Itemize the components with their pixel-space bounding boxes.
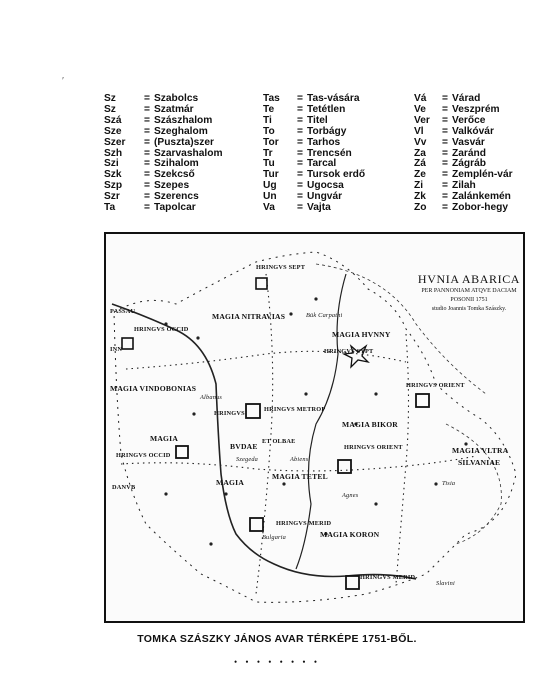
label-budae: BVDAE [230, 442, 258, 451]
label-abiens: Abiens [290, 456, 309, 463]
legend-place-name: Ungvár [307, 191, 343, 203]
legend-equals: = [144, 136, 150, 148]
legend-place-name: Tapolcar [154, 202, 196, 214]
legend-place-name: Tas-vására [307, 93, 360, 104]
label-magia-vindobonias: MAGIA VINDOBONIAS [110, 384, 197, 393]
legend-place-name: Valkóvár [452, 125, 494, 137]
legend-equals: = [442, 114, 448, 126]
legend-entry [414, 138, 513, 149]
label-slavini: Slavini [436, 580, 455, 587]
legend-place-name: Szekcső [154, 169, 195, 181]
legend-abbreviation: Sz [104, 103, 116, 115]
legend-abbreviation: Sze [104, 125, 122, 137]
legend-equals: = [297, 136, 303, 148]
legend-abbreviation: Ze [414, 169, 426, 181]
legend-abbreviation: Szi [104, 158, 119, 170]
legend-equals: = [442, 202, 448, 214]
legend-column-1 [104, 94, 223, 214]
scan-mark: ′ [62, 76, 65, 87]
label-magia-left: MAGIA [216, 478, 244, 487]
hring-fort-occid-left [176, 446, 188, 458]
map-author: studio Joannis Tomka Szászky. [431, 306, 507, 312]
hring-fort-occid-top [122, 338, 133, 349]
hring-fort-orient-mid [338, 460, 351, 473]
legend-entry [104, 127, 223, 138]
label-hringus-merid-bottom: HRINGVS MERID [360, 574, 416, 581]
legend-equals: = [442, 136, 448, 148]
legend-equals: = [144, 191, 150, 203]
legend-equals: = [297, 103, 303, 115]
label-hringus-metrop: HRINGVS METROP [264, 406, 326, 413]
legend-abbreviation: Vá [414, 93, 427, 104]
legend-equals: = [442, 169, 448, 181]
hring-line-4 [396, 334, 409, 584]
legend-equals: = [297, 114, 303, 126]
legend-entry [104, 203, 223, 214]
legend-place-name: Zobor-hegy [452, 202, 509, 214]
legend-abbreviation: Tur [263, 169, 279, 181]
label-bulgaria: Bulgaria [262, 534, 286, 541]
legend-place-name: Tursok erdő [307, 169, 366, 181]
legend-entry [104, 138, 223, 149]
hring-fort-merid [250, 518, 263, 531]
settlement-dots [164, 297, 467, 545]
hring-line-3 [256, 274, 273, 594]
legend-equals: = [297, 202, 303, 214]
legend-place-name: Ugocsa [307, 180, 344, 192]
legend-equals: = [144, 169, 150, 181]
legend-equals: = [144, 114, 150, 126]
legend-abbreviation: To [263, 125, 275, 137]
label-hringus-sypt: HRINGVS SYPT [324, 348, 374, 355]
legend-entry [263, 127, 365, 138]
legend-abbreviation: Szp [104, 180, 123, 192]
legend-equals: = [144, 125, 150, 137]
legend-place-name: Szihalom [154, 158, 199, 170]
legend-place-name: Zalánkemén [452, 191, 511, 203]
legend-equals: = [297, 191, 303, 203]
legend-place-name: Torbágy [307, 125, 347, 137]
label-magia: MAGIA [150, 434, 178, 443]
legend-abbreviation: Va [263, 202, 275, 214]
legend-place-name: Vasvár [452, 136, 485, 148]
legend-abbreviation: Ti [263, 114, 272, 126]
legend-place-name: Tarcal [307, 158, 337, 170]
legend-place-name: Tarhos [307, 136, 341, 148]
legend-place-name: Tetétlen [307, 103, 346, 115]
hring-fort-north [256, 278, 267, 289]
legend-abbreviation: Za [414, 147, 426, 159]
legend-equals: = [442, 158, 448, 170]
legend-abbreviation: Zk [414, 191, 426, 203]
legend-place-name: Szatmár [154, 103, 194, 115]
legend-equals: = [297, 169, 303, 181]
legend-abbreviation: Ver [414, 114, 430, 126]
label-et-olba: ET OLBAE [262, 438, 296, 445]
legend-abbreviation: Un [263, 191, 277, 203]
legend-abbreviation: Szer [104, 136, 126, 148]
legend-place-name: Trencsén [307, 147, 352, 159]
label-magia-koron: MAGIA KORON [320, 530, 380, 539]
label-inn: INN [110, 346, 123, 353]
historical-map [104, 232, 525, 623]
legend-abbreviation: Zo [414, 202, 427, 214]
label-silvaniae: SILVANIAE [458, 458, 501, 467]
label-magia-hunny: MAGIA HVNNY [332, 330, 391, 339]
hring-fort-merid-bottom [346, 576, 359, 589]
map-subtitle: PER PANNONIAM ATQVE DACIAM [421, 288, 517, 294]
legend-equals: = [297, 93, 303, 104]
legend-equals: = [297, 147, 303, 159]
legend-place-name: Vajta [307, 202, 331, 214]
legend-equals: = [442, 125, 448, 137]
label-szeged: Szegeda [236, 456, 259, 463]
legend-equals: = [442, 147, 448, 159]
legend-place-name: Zilah [452, 180, 476, 192]
legend-abbreviation: Sz [104, 93, 116, 104]
legend-place-name: Titel [307, 114, 328, 126]
legend-abbreviation: Ug [263, 180, 277, 192]
label-danube: DANVB [112, 484, 136, 491]
legend-abbreviation: Szh [104, 147, 123, 159]
legend-abbreviation: Ve [414, 103, 426, 115]
legend-equals: = [297, 158, 303, 170]
map-caption: TOMKA SZÁSZKY JÁNOS AVAR TÉRKÉPE 1751-BŐL. [137, 633, 417, 645]
legend-place-name: Szarvashalom [154, 147, 223, 159]
label-hringus-sept: HRINGVS SEPT [256, 264, 306, 271]
legend-entry [414, 127, 513, 138]
legend-column-3 [414, 94, 513, 214]
legend-abbreviation: Tas [263, 93, 280, 104]
legend-abbreviation: Tu [263, 158, 275, 170]
legend-abbreviation: Vv [414, 136, 427, 148]
label-passau: PASSAU [110, 308, 136, 315]
legend-equals: = [442, 191, 448, 203]
legend-abbreviation: Tr [263, 147, 273, 159]
label-magia-ultra: MAGIA VLTRA [452, 446, 509, 455]
legend-equals: = [297, 180, 303, 192]
label-albanus: Albanus [200, 394, 223, 401]
legend-abbreviation: Szk [104, 169, 122, 181]
legend-abbreviation: Zá [414, 158, 426, 170]
legend-equals: = [442, 93, 448, 104]
legend-equals: = [297, 125, 303, 137]
label-hringus-occid-top: HRINGVS OCCID [134, 326, 189, 333]
map-title: HVNIA ABARICA [417, 272, 521, 286]
legend-entry [414, 203, 513, 214]
legend-place-name: Szászhalom [154, 114, 213, 126]
label-magia-tetel: MAGIA TETEL [272, 472, 328, 481]
label-hringus-merid: HRINGVS MERID [276, 520, 332, 527]
map-cartouche [414, 272, 524, 314]
legend-place-name: Zágráb [452, 158, 486, 170]
label-magia-bikor: MAGIA BIKOR [342, 420, 398, 429]
legend-abbreviation: Te [263, 103, 275, 115]
legend-equals: = [144, 180, 150, 192]
legend-equals: = [442, 180, 448, 192]
legend-place-name: Szepes [154, 180, 190, 192]
legend-abbreviation: Szr [104, 191, 120, 203]
label-hringus-occid-left: HRINGVS OCCID [116, 452, 171, 459]
legend-place-name: Várad [452, 93, 481, 104]
legend-equals: = [144, 158, 150, 170]
label-tisia: Tisia [442, 480, 456, 487]
legend-place-name: Szeghalom [154, 125, 208, 137]
legend-entry [263, 203, 365, 214]
legend-equals: = [144, 147, 150, 159]
legend-place-name: Zemplén-vár [452, 169, 513, 181]
legend-abbreviation: Ta [104, 202, 116, 214]
label-hringus-orient-mid: HRINGVS ORIENT [344, 444, 403, 451]
legend-abbreviation: Tor [263, 136, 279, 148]
label-buk: Bük Carpathi [306, 312, 343, 319]
legend-equals: = [442, 103, 448, 115]
label-hringus-left: HRINGVS [214, 410, 245, 417]
legend-equals: = [144, 103, 150, 115]
decorative-dots: • • • • • • • • [234, 657, 320, 667]
legend-column-2 [263, 94, 365, 214]
legend-abbreviation: Zi [414, 180, 424, 192]
legend-equals: = [144, 93, 150, 104]
legend-place-name: Szerencs [154, 191, 199, 203]
legend-abbreviation: Szá [104, 114, 122, 126]
label-magia-nitravias: MAGIA NITRAVIAS [212, 312, 286, 321]
legend-place-name: Verőce [452, 114, 486, 126]
label-agnes: Agnes [342, 492, 359, 499]
legend-equals: = [144, 202, 150, 214]
label-hringus-orient-east: HRINGVS ORIENT [406, 382, 465, 389]
legend-entry [263, 138, 365, 149]
hring-fort-metrop [246, 404, 260, 418]
legend-place-name: Szabolcs [154, 93, 199, 104]
legend-abbreviation: Vl [414, 125, 424, 137]
legend-place-name: Veszprém [452, 103, 500, 115]
legend-place-name: Zaránd [452, 147, 486, 159]
map-place-year: POSONII 1751 [450, 297, 488, 303]
legend-place-name: (Puszta)szer [154, 136, 215, 148]
hring-fort-orient-east [416, 394, 429, 407]
